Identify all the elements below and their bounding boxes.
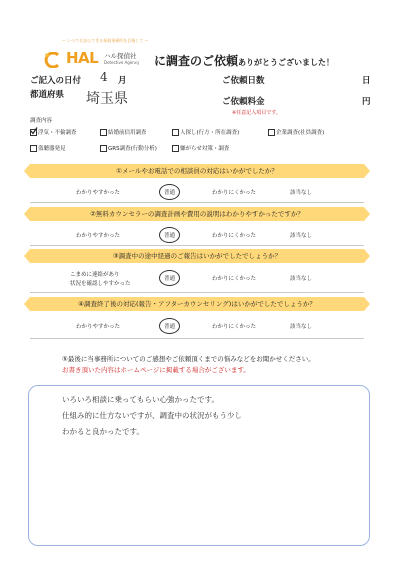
prefecture-label: 都道府県 <box>30 90 65 100</box>
question-4-header: ④調査終了後の対応(報告・アフターカウンセリング)はいかがでしたでしょうか？ <box>30 297 364 311</box>
comment-line-1: いろいろ相談に乗ってもらい心強かったです。 <box>62 395 219 404</box>
headline-main: に調査のご依頼 <box>154 54 239 68</box>
q3-option-unclear[interactable]: わかりにくかった <box>212 276 257 282</box>
category-corporate[interactable]: 企業調査(社員調査) <box>268 128 324 136</box>
q2-option-unclear[interactable]: わかりにくかった <box>212 233 257 239</box>
q2-option-normal[interactable]: 普通 <box>159 227 180 243</box>
date-label: ご記入の日付 <box>30 76 82 86</box>
month-unit: 月 <box>118 76 127 86</box>
q4-option-na[interactable]: 該当なし <box>290 324 313 330</box>
q4-option-normal[interactable]: 普通 <box>159 318 180 334</box>
category-affair[interactable]: 浮気・不倫調査 <box>30 128 77 136</box>
brand-name: ハル探偵社 <box>104 52 137 60</box>
q4-option-clear[interactable]: わかりやすかった <box>76 324 121 330</box>
q4-option-unclear[interactable]: わかりにくかった <box>212 324 257 330</box>
category-person-search[interactable]: 人探し(行方・所在調査) <box>172 128 239 136</box>
divider <box>30 338 364 339</box>
fee-label: ご依頼料金 <box>222 97 265 107</box>
q3-option-frequent-extra: 状況を確認しやすかった <box>70 281 131 287</box>
category-premarital[interactable]: 結婚前信用調査 <box>100 128 147 136</box>
checkbox-icon <box>172 129 179 136</box>
logo-mark-icon <box>44 52 64 68</box>
q3-option-frequent[interactable]: こまめに連絡があり <box>70 272 120 278</box>
category-harassment[interactable]: 嫌がらせ対策・調査 <box>172 144 229 152</box>
comment-line-2: 仕組み的に仕方ないですが、調査中の状況がもう少し <box>62 411 242 420</box>
divider <box>30 245 364 246</box>
question-2-header: ②無料カウンセラーの調査計画や費用の説明はわかりやすかったですか？ <box>30 207 364 221</box>
section5-note: お書き頂いた内容はホームページに掲載する場合がございます。 <box>62 366 250 374</box>
q3-option-normal[interactable]: 普通 <box>159 270 180 286</box>
checkbox-icon <box>30 145 37 152</box>
question-1-header: ①メールやお電話での相談員の対応はいかがでしたか？ <box>30 164 364 178</box>
content-label: 調査内容 <box>30 118 53 124</box>
checkbox-icon <box>268 129 275 136</box>
headline-sub: ありがとうございました！ <box>238 58 335 67</box>
days-unit: 日 <box>362 76 371 86</box>
date-value: 4 <box>100 70 108 84</box>
divider <box>30 202 364 203</box>
q1-option-na[interactable]: 該当なし <box>290 190 313 196</box>
q1-option-unclear[interactable]: わかりにくかった <box>212 190 257 196</box>
q1-option-normal[interactable]: 普通 <box>159 184 180 200</box>
checkbox-icon <box>100 145 107 152</box>
logo-text: HAL <box>66 49 99 67</box>
days-label: ご依頼日数 <box>222 76 265 86</box>
category-bug-detection[interactable]: 盗聴器発見 <box>30 144 66 152</box>
q1-option-clear[interactable]: わかりやすかった <box>76 190 121 196</box>
category-grs[interactable]: GRS調査(行動分析) <box>100 144 157 152</box>
q3-option-na[interactable]: 該当なし <box>290 276 313 282</box>
divider <box>30 292 364 293</box>
brand-tagline: ～ いつでも安心できる探偵事務所を目指して ～ <box>62 38 149 43</box>
q2-option-clear[interactable]: わかりやすかった <box>76 233 121 239</box>
section5-prompt: ⑤最後に当事務所についてのご感想やご依頼頂くまでの悩みなどをお聞かせください。 <box>62 355 315 363</box>
comment-line-3: わかると良かったです。 <box>62 427 144 436</box>
prefecture-value: 埼玉県 <box>86 91 128 107</box>
checkbox-icon <box>172 145 179 152</box>
page-title <box>154 52 334 69</box>
fee-unit: 円 <box>362 97 371 107</box>
checkbox-icon <box>100 129 107 136</box>
checkbox-checked-icon <box>30 129 37 136</box>
fee-note: ※任意記入項目です。 <box>232 110 281 116</box>
question-3-header: ③調査中の途中経過のご報告はいかがでしたでしょうか？ <box>30 249 364 263</box>
q2-option-na[interactable]: 該当なし <box>290 233 313 239</box>
brand-name-en: Detective Agency <box>104 60 140 65</box>
